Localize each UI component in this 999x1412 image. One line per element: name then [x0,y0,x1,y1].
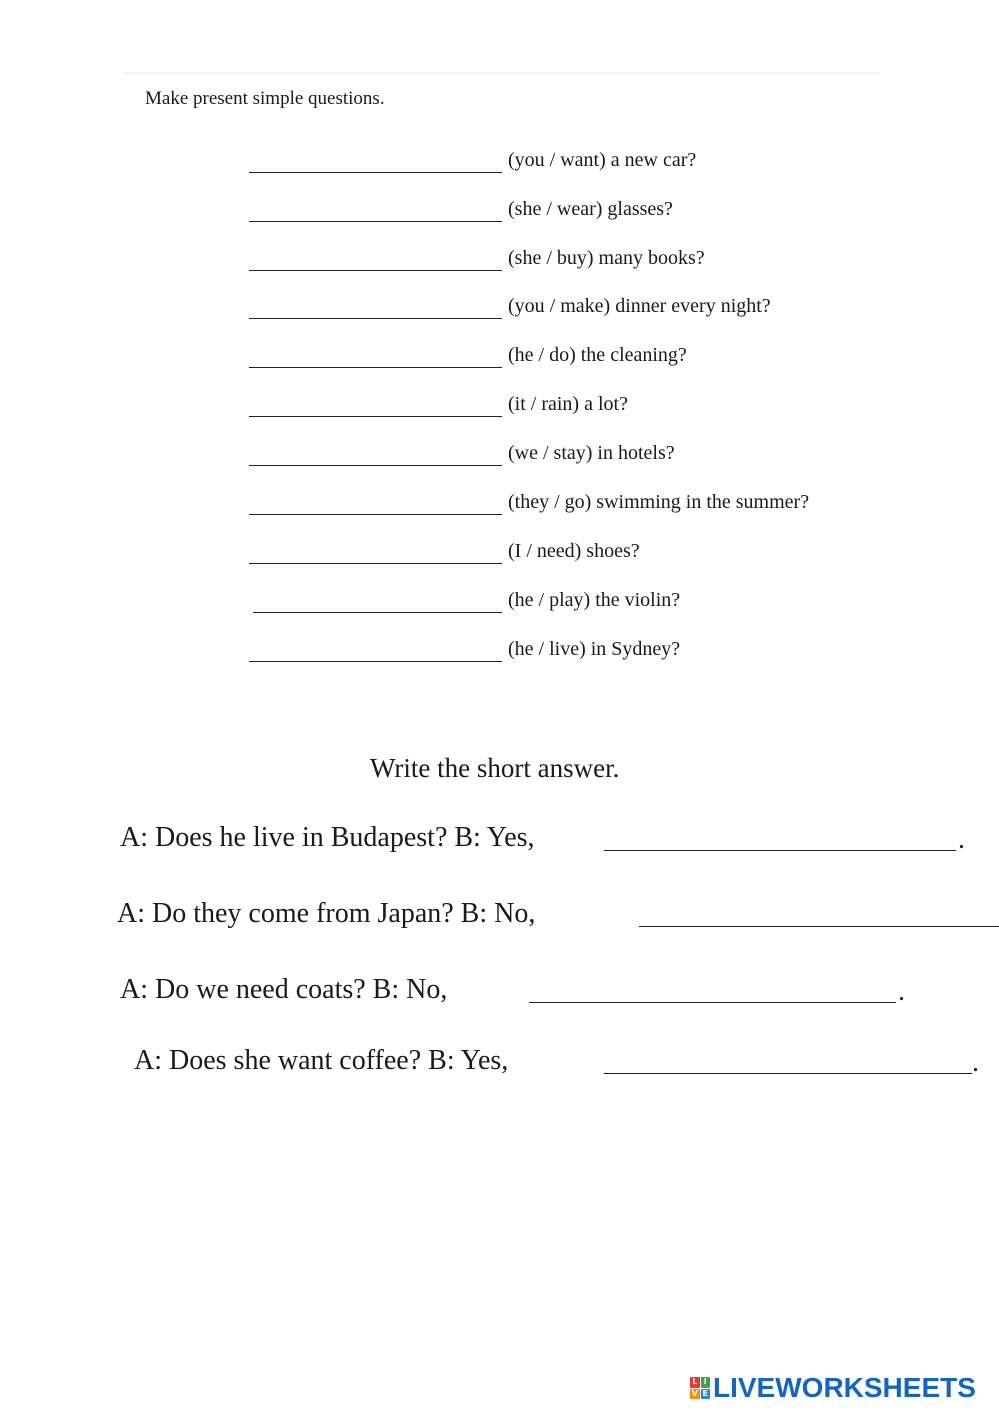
question-prompt: (you / make) dinner every night? [508,295,771,317]
question-prompt: (she / buy) many books? [508,247,705,269]
answer-blank-3[interactable] [249,250,502,271]
section2-heading: Write the short answer. [370,753,620,783]
period: . [898,976,905,1007]
period: . [958,824,965,855]
period: . [972,1047,979,1078]
question-prompt: (he / live) in Sydney? [508,638,681,660]
logo-letter: L [690,1377,700,1388]
logo-icon [690,1377,710,1399]
liveworksheets-logo [690,1372,976,1404]
question-prompt: (we / stay) in hotels? [508,442,675,464]
short-answer-blank-3[interactable] [529,974,896,1003]
answer-blank-4[interactable] [249,298,502,319]
question-prompt: (I / need) shoes? [508,540,640,562]
logo-letter: E [701,1389,711,1400]
short-answer-row [120,974,920,1014]
question-prompt: (it / rain) a lot? [508,393,628,415]
dialogue-text: A: Does she want coffee? B: Yes, [134,1045,509,1076]
answer-blank-2[interactable] [249,201,502,222]
answer-blank-9[interactable] [249,543,502,564]
question-prompt: (she / wear) glasses? [508,198,673,220]
dialogue-text: A: Do they come from Japan? B: No, [117,898,536,929]
answer-blank-1[interactable] [249,152,502,173]
logo-text: LIVEWORKSHEETS [713,1372,976,1403]
question-prompt: (he / play) the violin? [508,589,681,611]
question-prompt: (they / go) swimming in the summer? [508,491,810,513]
logo-letter: V [691,1388,698,1398]
answer-blank-5[interactable] [249,347,502,368]
dialogue-text: A: Do we need coats? B: No, [120,974,448,1005]
short-answer-row [134,1045,994,1085]
question-prompt: (he / do) the cleaning? [508,344,687,366]
short-answer-row [120,822,980,862]
short-answer-blank-4[interactable] [604,1045,972,1074]
short-answer-blank-2[interactable] [639,898,999,927]
answer-blank-8[interactable] [249,494,502,515]
section1-heading: Make present simple questions. [145,88,385,109]
logo-letter: I [701,1377,711,1388]
top-divider [123,72,880,75]
question-prompt: (you / want) a new car? [508,149,697,171]
answer-blank-7[interactable] [249,445,502,466]
answer-blank-10[interactable] [253,592,502,613]
answer-blank-6[interactable] [249,396,502,417]
answer-blank-11[interactable] [249,641,502,662]
short-answer-row [117,898,999,938]
dialogue-text: A: Does he live in Budapest? B: Yes, [120,822,535,853]
short-answer-blank-1[interactable] [604,822,956,851]
